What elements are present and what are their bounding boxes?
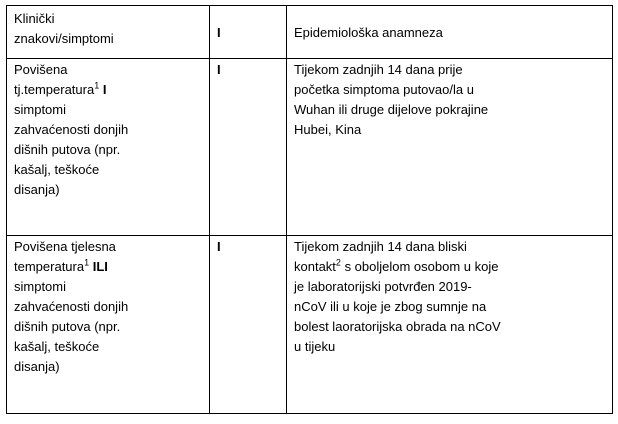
header-clinical-signs <box>7 6 210 59</box>
row2-connector-word: ILI <box>92 259 108 274</box>
row2-clinical-text-a: Povišena tjelesna temperatura <box>14 239 120 274</box>
row2-clinical-signs <box>7 236 210 414</box>
row1-clinical-signs <box>7 59 210 236</box>
row1-connector <box>210 59 287 236</box>
row1-epidemiological-history <box>287 59 613 236</box>
row1-clinical-text-a: Povišena tj.temperatura <box>14 62 95 97</box>
row1-connector-text: I <box>217 62 221 77</box>
row2-epidemiological-history <box>287 236 613 414</box>
header-epidemiological-history-text: Epidemiološka anamneza <box>294 25 443 40</box>
row2-connector-text: I <box>217 239 221 254</box>
row2-contact-footnote-ref: 2 <box>335 257 341 268</box>
row1-connector-word: I <box>102 82 107 97</box>
table-row <box>7 236 613 414</box>
header-epidemiological-history <box>287 6 613 59</box>
row2-connector <box>210 236 287 414</box>
row1-footnote-ref: 1 <box>94 80 100 91</box>
row1-clinical-text-b: simptomi zahvaćenosti donjih dišnih putova (npr. kašalj, teškoće disanja) <box>14 102 132 197</box>
table-row <box>7 59 613 236</box>
row2-footnote-ref: 1 <box>84 257 90 268</box>
row2-epidemiological-text-a: Tijekom zadnjih 14 dana bliski kontakt <box>294 239 471 274</box>
header-connector <box>210 6 287 59</box>
row1-epidemiological-text: Tijekom zadnjih 14 dana prije početka simptoma putovao/la u Wuhan ili druge dijelove pokrajine Hubei, Kina <box>294 62 492 137</box>
row2-clinical-text-b: simptomi zahvaćenosti donjih dišnih putova (npr. kašalj, teškoće disanja) <box>14 279 132 374</box>
table-header-row <box>7 6 613 59</box>
header-connector-text: I <box>217 25 221 40</box>
criteria-table <box>6 5 613 414</box>
row2-epidemiological-text-b: s oboljelom osobom u koje je laboratorijski potvrđen 2019-nCoV ili u koje je zbog sumnje na bolest laoratorijska obrada na nCoV u tijeku <box>294 259 505 354</box>
header-clinical-signs-text: Klinički znakovi/simptomi <box>14 11 114 46</box>
